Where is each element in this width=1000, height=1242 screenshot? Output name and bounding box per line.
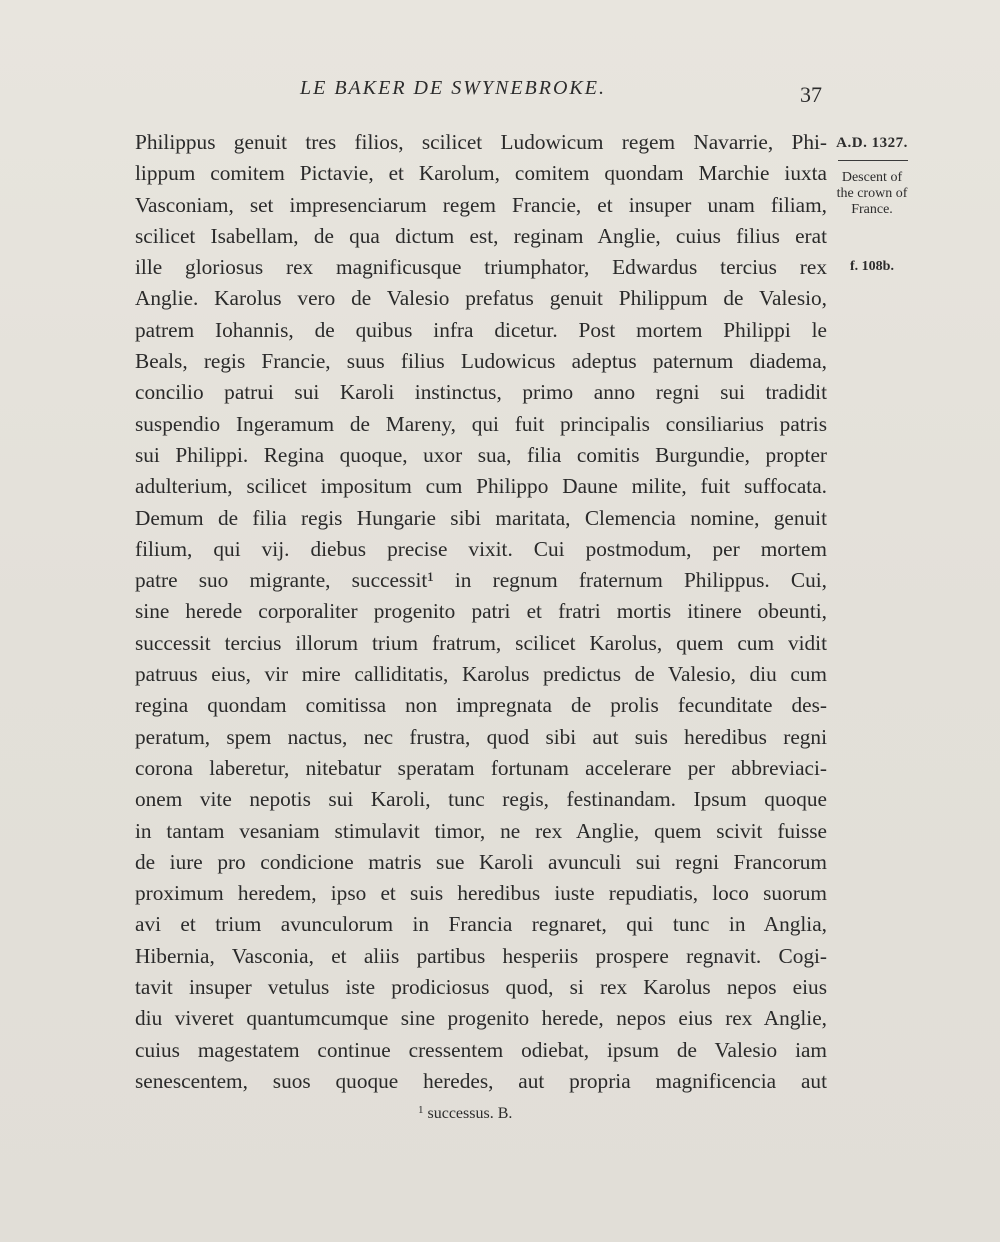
text-line: peratum, spem nactus, nec frustra, quod sibi aut suis heredibus regni (135, 724, 827, 749)
text-line: in tantam vesaniam stimulavit timor, ne rex Anglie, quem scivit fuisse (135, 818, 827, 843)
text-line: sui Philippi. Regina quoque, uxor sua, filia comitis Burgundie, propter (135, 442, 827, 467)
footnote-marker: 1 (418, 1104, 424, 1116)
text-line: patrem Iohannis, de quibus infra dicetur. Post mortem Philippi le (135, 317, 827, 342)
margin-note-date: A.D. 1327. (836, 135, 908, 151)
footnote-text: successus. B. (427, 1105, 513, 1122)
text-line: filium, qui vij. diebus precise vixit. Cui postmodum, per mortem (135, 536, 827, 561)
text-line: senescentem, suos quoque heredes, aut propria magnificencia aut (135, 1068, 827, 1093)
text-line: diu viveret quantumcumque sine progenito herede, nepos eius rex Anglie, (135, 1006, 827, 1031)
text-line: proximum heredem, ipso et suis heredibus iuste repudiatis, loco suorum (135, 881, 827, 906)
text-line: avi et trium avunculorum in Francia regnaret, qui tunc in Anglia, (135, 912, 827, 937)
text-line: Philippus genuit tres filios, scilicet Ludowicum regem Navarrie, Phi- (135, 130, 827, 154)
text-line: successit tercius illorum trium fratrum, scilicet Karolus, quem cum vidit (135, 630, 827, 655)
text-line: Demum de filia regis Hungarie sibi maritata, Clemencia nomine, genuit (135, 505, 827, 530)
margin-note-rule (838, 160, 908, 161)
text-line: cuius magestatem continue cressentem odiebat, ipsum de Valesio iam (135, 1037, 827, 1062)
text-line: Beals, regis Francie, suus filius Ludowicus adeptus paternum diadema, (135, 349, 827, 374)
text-line: scilicet Isabellam, de qua dictum est, reginam Anglie, cuius filius erat (135, 223, 827, 248)
text-line: onem vite nepotis sui Karoli, tunc regis, festinandam. Ipsum quoque (135, 787, 827, 812)
text-line: de iure pro condicione matris sue Karoli avunculi sui regni Francorum (135, 849, 827, 874)
margin-note-folio: f. 108b. (850, 259, 894, 274)
footnote (418, 1104, 512, 1123)
text-line: adulterium, scilicet impositum cum Philippo Daune milite, fuit suffocata. (135, 474, 827, 499)
text-line: Anglie. Karolus vero de Valesio prefatus genuit Philippum de Valesio, (135, 286, 827, 311)
text-line: patruus eius, vir mire calliditatis, Karolus predictus de Valesio, diu cum (135, 662, 827, 687)
text-line: corona laberetur, nitebatur speratam fortunam accelerare per abbreviaci- (135, 755, 827, 780)
text-line: patre suo migrante, successit¹ in regnum fraternum Philippus. Cui, (135, 568, 827, 593)
text-line: suspendio Ingeramum de Mareny, qui fuit principalis consiliarius patris (135, 411, 827, 436)
text-line: concilio patrui sui Karoli instinctus, primo anno regni sui tradidit (135, 380, 827, 405)
page-number: 37 (800, 82, 822, 107)
text-line: sine herede corporaliter progenito patri et fratri mortis itinere obeunti, (135, 599, 827, 624)
text-line: lippum comitem Pictavie, et Karolum, comitem quondam Marchie iuxta (135, 161, 827, 186)
text-line: Hibernia, Vasconia, et aliis partibus hesperiis prospere regnavit. Cogi- (135, 943, 827, 968)
body-text (135, 127, 827, 1097)
text-line: regina quondam comitissa non impregnata de prolis fecunditate des- (135, 693, 827, 718)
text-line: ille gloriosus rex magnificusque triumphator, Edwardus tercius rex (135, 255, 827, 280)
text-line: tavit insuper vetulus iste prodiciosus quod, si rex Karolus nepos eius (135, 975, 827, 1000)
text-line: Vasconiam, set impresenciarum regem Francie, et insuper unam filiam, (135, 192, 827, 217)
running-title: LE BAKER DE SWYNEBROKE. (300, 77, 606, 99)
margin-note-topic: Descent of the crown of France. (836, 170, 908, 217)
